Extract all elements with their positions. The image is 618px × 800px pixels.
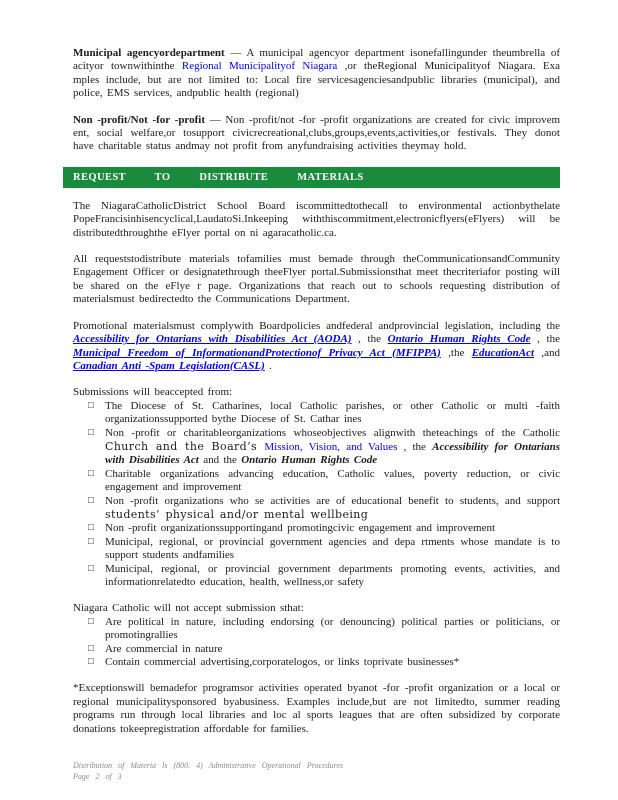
list-item-text: Are commercial in nature: [105, 642, 223, 655]
link-education-act[interactable]: EducationAct: [471, 346, 535, 359]
accepted-heading: Submissions will beaccepted from:: [73, 386, 233, 399]
list-item: [73, 643, 560, 656]
list-item-segment: , the: [397, 440, 433, 453]
footer-doc-title: Distribution of Materia ls (800. 4) Administrative Operational Procedures: [73, 761, 344, 770]
paragraph-compliance: [73, 320, 560, 374]
compliance-text: , the: [351, 333, 388, 346]
checkbox-bullet-icon: □: [88, 427, 94, 438]
list-item-text: Municipal, regional, or provincial government departments promoting events, activities, and informationrelatedto education, health, wellness,or safety: [105, 562, 560, 588]
link-mfippa[interactable]: Municipal Freedom of InformationandProtectionof Privacy Act (MFIPPA): [73, 346, 441, 359]
act-reference: Accessibility for Ontarians with Disabilities Act: [105, 440, 560, 467]
page-footer: [73, 760, 393, 782]
checkbox-bullet-icon: □: [88, 643, 94, 654]
checkbox-bullet-icon: □: [88, 400, 94, 411]
definition-text: — A municipal agencyor department isonefallingunder theumbrella of acityor townwithinthe: [73, 47, 560, 73]
link-regional-municipality-niagara[interactable]: Regional Municipalityof Niagara: [181, 60, 338, 73]
list-item-text: Are political in nature, including endorsing (or denouncing) political parties or politicians, or promotingrallies: [105, 615, 560, 642]
list-item-segment: students’ physical and/or mental wellbeing: [105, 507, 369, 521]
checkbox-bullet-icon: □: [88, 616, 94, 627]
compliance-text: ,the: [440, 346, 472, 359]
link-mission-vision-values[interactable]: Mission, Vision, and Values: [264, 440, 398, 453]
list-item: [73, 522, 560, 535]
list-item: [73, 427, 560, 468]
list-item: [73, 563, 560, 590]
paragraph-intro: The NiagaraCatholicDistrict School Board iscommittedtothecall to environmental actionbythelate PopeFrancisinhisencyclical,LaudatoSi.Inkeeping withthiscommitment,electronicflyers(eFlyers) will be distributedthroughthe eFlyer portal on ni agaracatholic.ca.: [73, 199, 560, 239]
list-item-text: [105, 495, 560, 523]
checkbox-bullet-icon: □: [88, 495, 94, 506]
list-item: [73, 495, 560, 523]
checkbox-bullet-icon: □: [88, 523, 94, 534]
list-item: [73, 536, 560, 563]
definition-nonprofit: [73, 114, 560, 154]
not-accepted-list: [73, 616, 560, 670]
compliance-text: Promotional materialsmust complywith Boardpolicies andfederal andprovincial legislation, including the: [73, 319, 560, 332]
definition-text: — Non -profit/not -for -profit organizations are created for civic improvem ent, social welfare,or tosupport civicrecreational,clubs,groups,events,activities,or festivals. They donot have charitable status andmay not profit from anyfundraising activities theymay hold.: [73, 113, 561, 153]
compliance-text: .: [264, 359, 272, 372]
compliance-text: , the: [530, 333, 561, 346]
document-body: [73, 47, 560, 749]
paragraph-requests: All requeststodistribute materials tofamilies must bemade through theCommunicationsandCommunity Engagement Officer or designatethrough theeFlyer portal.Submissionsthat meet thecriteriafor posting will be shared on the eFlye r page. Organizations that reach out to schools requesting distribution of materialsmust bedirectedto the Communications Department.: [73, 253, 560, 306]
act-reference: Ontario Human Rights Code: [241, 454, 378, 467]
not-accepted-heading: Niagara Catholic will not accept submission sthat:: [73, 602, 304, 615]
section-banner: [63, 167, 560, 188]
list-item-text: Non -profit organizationssupportingand promotingcivic engagement and improvement: [105, 522, 496, 535]
definition-term-nonprofit: Non -profit/Not -for -profit: [73, 113, 210, 126]
definition-term-municipal: Municipal agencyordepartment: [73, 47, 231, 59]
banner-title: REQUEST TO DISTRIBUTE MATERIALS: [73, 171, 364, 183]
list-item-segment: and the: [198, 454, 242, 467]
list-item: [73, 468, 560, 495]
checkbox-bullet-icon: □: [88, 468, 94, 479]
link-casl[interactable]: Canadian Anti -Spam Legislation(CASL): [73, 359, 265, 372]
accepted-list: [73, 400, 560, 590]
link-aoda[interactable]: Accessibility for Ontarians with Disabilities Act (AODA): [73, 333, 352, 346]
checkbox-bullet-icon: □: [88, 563, 94, 574]
list-item-segment: Church and the Board’s: [105, 439, 265, 453]
definition-municipal: [73, 47, 560, 101]
list-item-segment: Non -profit or charitableorganizations whoseobjectives alignwith theteachings of the Catholic: [105, 426, 560, 439]
list-item: [73, 616, 560, 643]
link-ontario-human-rights-code[interactable]: Ontario Human Rights Code: [387, 333, 531, 346]
checkbox-bullet-icon: □: [88, 657, 94, 668]
list-item-text: Municipal, regional, or provincial government agencies and depa rtments whose mandate is to support students andfamilies: [105, 535, 560, 562]
list-item: [73, 656, 560, 669]
list-item-segment: Non -profit organizations who se activities are of educational benefit to students, and support: [105, 494, 560, 507]
compliance-text: ,and: [534, 346, 561, 359]
list-item-text: [105, 427, 560, 468]
list-item-text: The Diocese of St. Catharines, local Catholic parishes, or other Catholic or multi -faith organizationssupported bythe Diocese of St. Cathar ines: [105, 399, 560, 426]
footer-page-number: Page 2 of 3: [73, 772, 122, 781]
paragraph-exceptions: *Exceptionswill bemadefor programsor activities operated byanot -for -profit organization or a local or regional municipalitysponsored byabusiness. Examples include,but are not limitedto, summer reading programs run through local libraries and loc al sports leagues that are often subsidized by corporate donations tokeepregistration affordable for families.: [73, 682, 560, 735]
definition-text: ,or theRegional Municipalityof Niagara. Exa mples include, but are not limited to: Local fire servicesagenciesandpublic libraries (municipal), and police, EMS services, andpublic health (regional): [73, 60, 560, 100]
checkbox-bullet-icon: □: [88, 536, 94, 547]
list-item: [73, 400, 560, 427]
list-item-text: Charitable organizations advancing education, Catholic values, poverty reduction, or civic engagement and improvement: [105, 467, 560, 494]
list-item-text: Contain commercial advertising,corporatelogos, or links toprivate businesses*: [105, 656, 460, 669]
